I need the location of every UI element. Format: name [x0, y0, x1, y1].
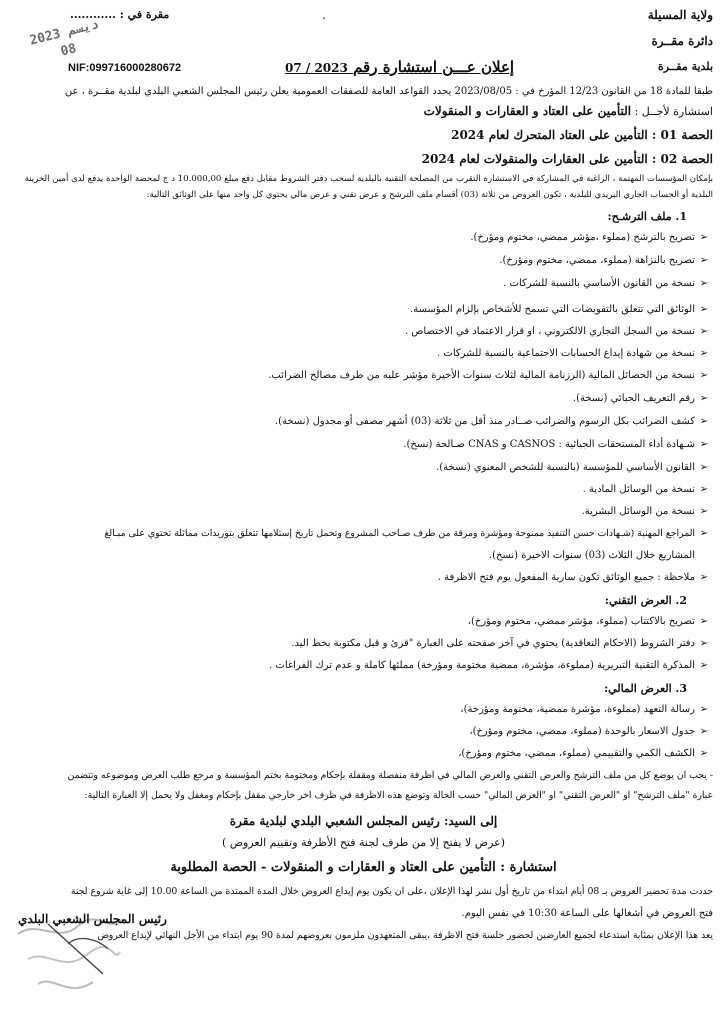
item-text: القانون الأساسي للمؤسسة (بالنسبة للشخص المعنوي (نسخة). [436, 462, 695, 473]
envelope-line-2: عبارة "ملف الترشح" او "العرض التقني" او "العرض المالي" حسب الحالة وتوضع هذه الاظرفة في ظرف اخر خارجي مقفل بإحكام ومغفل ولا يحمل إلا العبارة التالية: [84, 790, 713, 801]
arrow-bullet-icon: ➢ [699, 704, 709, 715]
list-item [30, 304, 713, 317]
nif-number: NIF:099716000280672 [68, 62, 182, 74]
deadline-line-2: فتح العروض في أشغالها على الساعة 10:30 في نفس اليوم. [461, 908, 713, 919]
envelope-text-1: يجب ان يوضع كل من ملف الترشح والعرض التقني والعرض المالي في اظرفة منفصلة ومقفلة بإحكام ومختومة بختم المؤسسة و مرجع طلب العرض وموضوعه وتتضمن [67, 770, 707, 781]
lot-01 [451, 128, 713, 143]
notice-title [285, 58, 514, 77]
arrow-bullet-icon: ➢ [699, 726, 709, 737]
envelope-line-1 [14, 770, 713, 782]
list-item [30, 326, 713, 339]
list-item [30, 660, 713, 673]
item-text: الكشف الكمي والتقييمي (مملوء، ممضي، مختوم ومؤرخ)، [458, 748, 695, 759]
list-item [30, 484, 713, 497]
arrow-bullet-icon: ➢ [699, 616, 709, 627]
consultation-text: التأمين على العتاد و العقارات و المنقولات - الحصة المطلوبة [170, 860, 496, 875]
lot-02-text: التأمين على العقارات والمنقولات لعام 2024 [421, 152, 648, 166]
item-text: شـهادة أداء المستحقات الجبائية : CASNOS و CNAS صـالحة (نسخ). [403, 439, 695, 450]
daira-label: دائرة مقــرة [651, 34, 713, 48]
list-item [30, 416, 713, 429]
list-item [30, 704, 713, 717]
arrow-bullet-icon: ➢ [699, 528, 709, 539]
arrow-bullet-icon: ➢ [699, 660, 709, 671]
arrow-bullet-icon: ➢ [699, 462, 709, 473]
conditions-line-2: البلدية أو الحساب الجاري البريدي للبلدية ، تكون العروض من ثلاثة (03) أقسام ملف الترشح و عرض تقني و عرض مالي يحتوي كل واحد منها على الوثائق التالية: [146, 190, 713, 200]
consultation-heading [0, 860, 727, 876]
arrow-bullet-icon: ➢ [699, 304, 709, 315]
arrow-bullet-icon: ➢ [699, 348, 709, 359]
notice-number: 07 / 2023 [285, 61, 348, 75]
list-item [30, 462, 713, 475]
item-text: رقم التعريف الجبائي (نسخة). [572, 393, 695, 404]
item-text: نسخة من السجل التجاري الالكتروني ، او قرار الاعتماد في الاختصاص . [404, 326, 695, 337]
arrow-bullet-icon: ➢ [699, 748, 709, 759]
intro-subject: التأمين على العتاد و العقارات و المنقولات [423, 104, 632, 118]
addressee-line-2: (عرض لا يفتح إلا من طرف لجنة فتح الأظرفة وتقييم العروض ) [221, 836, 506, 849]
addressee-line-1: إلى السيد: رئيس المجلس الشعبي البلدي لبلدية مقرة [229, 814, 498, 828]
intro-line-1: طبقا للمادة 18 من القانون 12/23 المؤرخ في : 2023/08/05 يحدد القواعد العامة للصفقات العمومية يعلن رئيس المجلس الشعبي البلدي لبلدية مقــرة ، عن [64, 86, 713, 97]
item-text: الوثائق التي تتعلق بالتفويضات التي تسمح للأشخاص بإلزام المؤسسة. [410, 304, 695, 315]
item-text: نسخة من الوسائل المادية . [582, 484, 695, 495]
section-3-title: 3. العرض المالي: [604, 682, 687, 695]
item-text: نسخة من شهادة إيداع الحسابات الاجتماعية بالنسبة للشركات . [437, 348, 695, 359]
list-item [30, 348, 713, 361]
arrow-bullet-icon: ➢ [699, 393, 709, 404]
item-text: ملاحظة : جميع الوثائق تكون سارية المفعول يوم فتح الاظرفة . [437, 572, 695, 583]
place-date: مقرة في : ............ [70, 8, 170, 21]
item-text: تصريح بالنزاهة (مملوء، ممضي، مختوم ومؤرخ). [499, 255, 695, 266]
arrow-bullet-icon: ➢ [699, 278, 709, 289]
item-text: دفتر الشروط (الاحكام التعاقدية) يحتوي في آخر صفحته على العبارة "قرئ و قبل مكتوبة بخط اليد. [291, 638, 695, 649]
wilaya-label: ولاية المسيلة [647, 8, 713, 22]
item-text: جدول الاسعار بالوحدة (مملوء، ممضي، مختوم ومؤرخ)، [469, 726, 695, 737]
arrow-bullet-icon: ➢ [699, 326, 709, 337]
arrow-bullet-icon: ➢ [699, 638, 709, 649]
arrow-bullet-icon: ➢ [699, 416, 709, 427]
item-text: نسخة من القانون الأساسي بالنسبة للشركات . [503, 278, 695, 289]
section-1-title: 1. ملف الترشـح: [607, 210, 687, 223]
item-text: تصريح بالترشح (مملوء ،مؤشر ممضي، مختوم ومؤرخ). [470, 232, 695, 243]
list-item [30, 506, 713, 519]
lot-02-label: الحصة 02 : [651, 152, 713, 166]
list-item [30, 255, 713, 268]
arrow-bullet-icon: ➢ [699, 506, 709, 517]
deadline-line-1: حددت مدة تحضير العروض بـ 08 أيام ابتداء من تاريخ أول نشر لهذا الإعلان ،على ان يكون يوم إيداع العروض خلال المدة الممتدة من الساعة 10.00 إلى غاية شروع لجنة [70, 886, 713, 897]
header-dot: . [322, 8, 326, 22]
list-item [30, 748, 713, 761]
item-text: رسالة التعهد (مملوءة، مؤشرة ممضية، مختومة ومؤرخة)، [460, 704, 695, 715]
lot-02 [422, 152, 713, 167]
conditions-line-1: بإمكان المؤسسات المهتمة ، الراغبة في المشاركة في الاستشارة التقرب من المصلحة التقنية بالبلدية لسحب دفتر الشروط مقابل دفع مبلغ 10.000,00 د ج لمحصة الواحدة يدفع لدى أمين الخزينة [24, 174, 713, 184]
arrow-bullet-icon: ➢ [699, 484, 709, 495]
signature-title: رئيس المجلس الشعبي البلدي [18, 912, 167, 926]
intro-line-2 [424, 104, 713, 119]
arrow-bullet-icon: ➢ [699, 572, 709, 583]
item-text: المذكرة التقنية التبريرية (مملوءة، مؤشرة، ممضية مختومة ومؤرخة) مملئها كاملة و عدم ترك الفراغات . [269, 660, 695, 671]
list-item [30, 232, 713, 245]
stamp-text: 2023 دیسم 08 [28, 17, 101, 60]
item-text: نسخة من الحصائل المالية (الرزنامة المالية لثلاث سنوات الأخيرة مؤشر عليه من طرف مصالح الضرائب. [268, 370, 695, 381]
list-item-note [30, 572, 713, 585]
arrow-bullet-icon: ➢ [699, 370, 709, 381]
list-item [30, 370, 713, 383]
list-item [30, 638, 713, 651]
commune-label: بلدية مقــرة [658, 60, 713, 73]
signature-block [8, 904, 167, 1014]
references-continuation: المشاريع خلال الثلاث (03) سنوات الاخيرة (نسخ). [488, 550, 695, 561]
item-text: نسخة من الوسائل البشرية. [581, 506, 695, 517]
item-text: المراجع المهنية (شـهادات حسن التنفيذ ممنوحة ومؤشرة ومرقة من طرف صـاحب المشروع وتحمل تاريخ إستلامها تتعلق بتوريدات مماثلة تحتوي على مبـالغ [104, 528, 695, 539]
arrow-bullet-icon: ➢ [699, 255, 709, 266]
lot-01-text: التأمين على العتاد المتحرك لعام 2024 [451, 128, 648, 142]
list-item [30, 616, 713, 629]
notice-title-text: إعلان عـــن استشارة رقم [353, 58, 515, 76]
dash-bullet: - [706, 770, 713, 781]
intro-prefix: استشارة لأجــل : [634, 105, 713, 118]
list-item [30, 393, 713, 406]
list-item-references [30, 528, 713, 541]
arrow-bullet-icon: ➢ [699, 232, 709, 243]
arrow-bullet-icon: ➢ [699, 439, 709, 450]
deadline-line-3: يعد هذا الإعلان بمثابة استدعاء لجميع العارضين لحضور جلسة فتح الاظرفة ،يبقى المتعهدون ملزمون بعروضهم لمدة 90 يوم ابتداء من الأجل النهائي لإيداع العروض [97, 930, 713, 941]
list-item [30, 278, 713, 291]
consultation-label: استشارة : [500, 860, 557, 875]
lot-01-label: الحصة 01 : [651, 128, 713, 142]
item-text: تصريح بالاكتتاب (مملوء، مؤشر ممضي، مختوم ومؤرخ)، [467, 616, 695, 627]
list-item [30, 439, 713, 452]
section-2-title: 2. العرض التقني: [604, 594, 687, 607]
item-text: كشف الضرائب بكل الرسوم والضرائب صــادر منذ أقل من ثلاثة (03) أشهر مصفى أو مجدول (نسخة). [274, 416, 695, 427]
list-item [30, 726, 713, 739]
